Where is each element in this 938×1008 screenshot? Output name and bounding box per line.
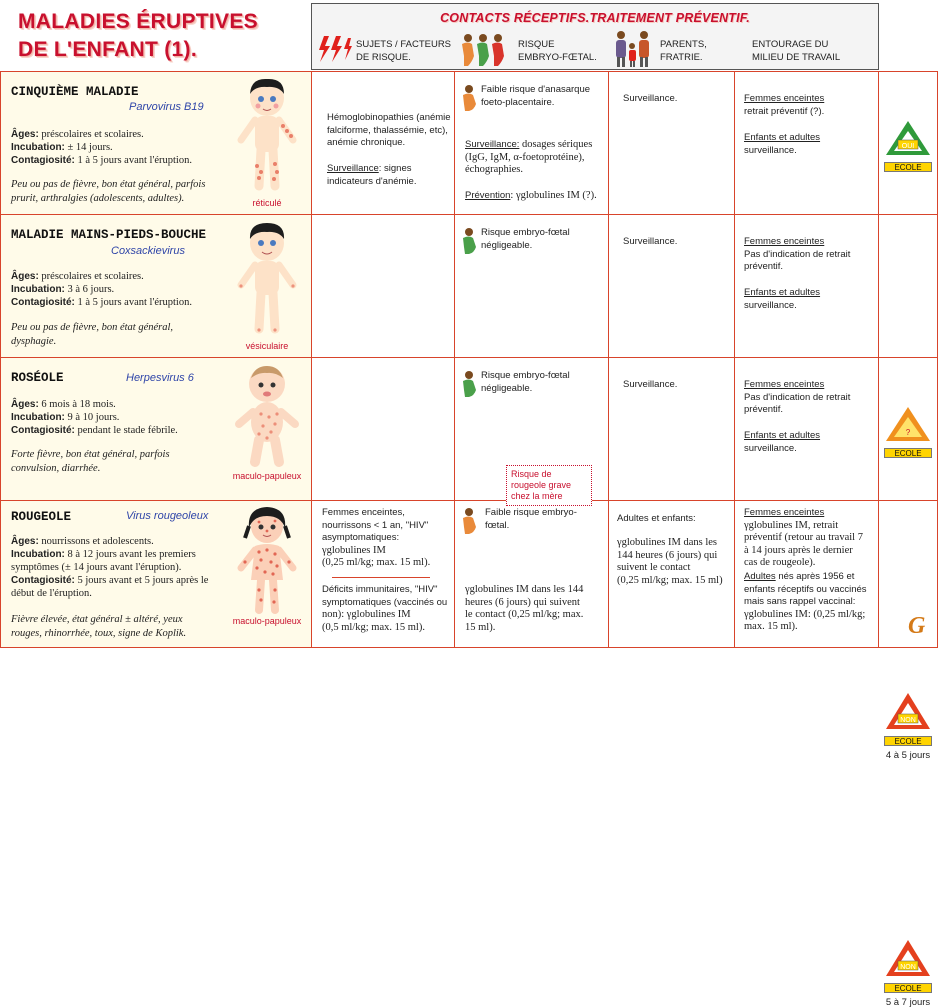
parents-text: Surveillance. (623, 236, 678, 247)
emb-line: Risque embryo-fœtal (481, 227, 570, 238)
surveillance-label: Surveillance (327, 163, 379, 174)
entourage-women (744, 379, 850, 417)
emb-line: foeto-placentaire. (481, 96, 555, 108)
disease-table (0, 71, 938, 1008)
info-label: Contagiosité: (11, 297, 75, 308)
rash-type-label: réticulé (252, 198, 282, 208)
info-label: Incubation: (11, 284, 65, 295)
school-label: ECOLE (884, 983, 932, 993)
embryo-risk-cell (455, 215, 609, 358)
surveillance-label: Surveillance: (465, 139, 520, 150)
info-label: Âges: (11, 129, 39, 140)
entourage-adults (744, 571, 867, 634)
adults-text: γglobulines IM: (0,25 ml/kg; (744, 608, 866, 620)
prevention-label: Prévention (465, 190, 511, 201)
pregnant-woman-icon (459, 84, 479, 112)
embryo-risk-text (481, 227, 570, 252)
header-risk-line2: DE RISQUE. (356, 52, 411, 63)
info-label: Incubation: (11, 412, 65, 423)
women-label: Femmes enceintes (744, 379, 825, 390)
info-label: Âges: (11, 271, 39, 282)
triangle-yes-sign-icon (884, 119, 932, 157)
surveillance-text: : signes (378, 163, 412, 174)
info-text: symptômes (± 14 jours avant l'éruption). (11, 562, 182, 573)
info-text: 3 à 6 jours. (64, 284, 115, 295)
risk-line: non): γglobulines IM (322, 609, 411, 620)
school-verdict: OUI (901, 143, 915, 150)
table-row (0, 71, 938, 215)
school-sign (882, 119, 934, 172)
parents-cell (609, 215, 735, 358)
info-text: ± 14 jours. (64, 142, 113, 153)
risk-text-b (322, 584, 447, 634)
risk-text (322, 507, 430, 570)
info-label: Âges: (11, 399, 39, 410)
adults-label: Enfants et adultes (744, 430, 821, 441)
rash-type-label: maculo-papuleux (232, 471, 302, 481)
disease-note (11, 178, 205, 205)
women-label: Femmes enceintes (744, 507, 825, 518)
child-rash-illustration (231, 504, 303, 616)
parents-cell (609, 501, 735, 648)
info-text: nourrissons et adolescents. (38, 536, 154, 547)
risk-cell (312, 215, 455, 358)
women-text: à 14 jours après le dernier (744, 544, 853, 556)
risk-line: asymptomatiques: (322, 532, 400, 543)
note-line: Peu ou pas de fièvre, bon état général, parfois (11, 179, 206, 190)
info-text: pendant le stade fébrile. (74, 425, 178, 436)
embryo-risk-text (481, 84, 590, 109)
women-text: Pas d'indication de retrait (744, 391, 851, 403)
info-label: Âges: (11, 536, 39, 547)
contacts-header (311, 3, 879, 70)
school-cell (879, 358, 938, 501)
adults-text: mais sans rappel vaccinal: (744, 596, 856, 607)
risk-cell (312, 501, 455, 648)
parents-text: Adultes et enfants: (617, 513, 696, 524)
info-text: 6 mois à 18 mois. (38, 399, 116, 410)
risk-line: Hémoglobinopathies (anémie (327, 112, 451, 123)
risk-line: symptomatiques (vaccinés ou (322, 596, 448, 608)
disease-name: CINQUIÈME MALADIE (11, 85, 139, 99)
triangle-no-sign-icon (884, 938, 932, 978)
school-verdict: NON (900, 964, 916, 971)
women-text: Pas d'indication de retrait (744, 248, 851, 260)
embryo-gamma-text (465, 584, 583, 634)
logo: G (908, 613, 926, 639)
school-label: ECOLE (884, 162, 932, 172)
pregnant-women-icon (458, 32, 508, 68)
disease-cell (0, 358, 312, 501)
virus-name: Coxsackievirus (111, 245, 185, 257)
women-label: Femmes enceintes (744, 93, 825, 104)
women-text: retrait préventif (?). (744, 105, 825, 117)
women-text: cas de rougeole). (744, 557, 816, 568)
school-sign (882, 938, 934, 1008)
adults-text: max. 15 ml). (744, 621, 798, 632)
women-text: préventif (retour au travail 7 (744, 532, 863, 543)
info-text: 8 à 12 jours avant les premiers (64, 549, 196, 560)
risk-line: anémie chronique. (327, 137, 406, 148)
embryo-risk-text (485, 507, 577, 532)
info-label: Contagiosité: (11, 425, 75, 436)
entourage-women (744, 236, 850, 274)
note-line: prurit, arthralgies (adolescents, adultes). (11, 192, 185, 204)
note-line: dysphagie. (11, 335, 57, 347)
rash-type-label: maculo-papuleux (232, 616, 302, 626)
note-line: Forte fièvre, bon état général, parfois (11, 449, 170, 460)
emb-line: négligeable. (481, 239, 533, 251)
header-col-entourage (752, 38, 840, 64)
women-label: Femmes enceintes (744, 236, 825, 247)
adults-text: enfants réceptifs ou vaccinés (744, 583, 867, 595)
disease-cell (0, 215, 312, 358)
info-text: préscolaires et scolaires. (38, 129, 144, 140)
disease-name: ROSÉOLE (11, 371, 64, 385)
disease-info (11, 535, 208, 600)
prevention-text: : γglobulines IM (?). (510, 190, 597, 201)
school-label: ECOLE (884, 448, 932, 458)
women-text: préventif. (744, 261, 784, 272)
entourage-women (744, 507, 863, 570)
info-text: 9 à 10 jours. (64, 412, 120, 423)
adults-label: Adultes (744, 571, 776, 582)
parents-text: Surveillance. (623, 93, 678, 104)
header-col-emb (518, 38, 597, 64)
embryo-prevention (465, 190, 597, 203)
risk-text (327, 112, 451, 150)
baby-rash-illustration (231, 362, 303, 472)
info-text: début de l'éruption. (11, 588, 92, 599)
parents-line: (0,25 ml/kg; max. 15 ml) (617, 574, 723, 586)
info-label: Incubation: (11, 142, 65, 153)
exclusion-duration: 5 à 7 jours (885, 997, 931, 1008)
info-text: 5 jours avant et 5 jours après le (74, 575, 209, 586)
info-label: Contagiosité: (11, 155, 75, 166)
header-emb-line2: EMBRYO-FŒTAL. (518, 52, 597, 63)
child-rash-illustration (231, 219, 303, 339)
women-text: γglobulines IM, retrait (744, 519, 839, 531)
emb-line: Risque embryo-fœtal (481, 370, 570, 381)
disease-info (11, 128, 192, 167)
lightning-icon (316, 34, 352, 64)
emb-line: négligeable. (481, 382, 533, 394)
note-line: rouges, rhinorrhée, toux, signe de Koplik. (11, 627, 187, 639)
parents-text: Surveillance. (623, 379, 678, 390)
entourage-adults (744, 287, 820, 312)
info-label: Incubation: (11, 549, 65, 560)
info-text: 1 à 5 jours avant l'éruption. (74, 155, 192, 166)
triangle-no-sign-icon (884, 691, 932, 731)
note-line: Fièvre élevée, état général ± altéré, yeux (11, 614, 183, 625)
parents-cell (609, 358, 735, 501)
school-verdict: ? (905, 428, 911, 437)
school-sign (882, 691, 934, 761)
emb-line: heures (6 jours) qui suivent (465, 596, 580, 608)
exclusion-duration: 4 à 5 jours (885, 750, 931, 761)
risk-line: (0,5 ml/kg; max. 15 ml). (322, 621, 425, 633)
embryo-risk-text (481, 370, 570, 395)
info-text: 1 à 5 jours avant l'éruption. (74, 297, 192, 308)
virus-name: Virus rougeoleux (126, 510, 209, 522)
page-title-line-2: DE L'ENFANT (1). (18, 38, 197, 61)
women-text: préventif. (744, 404, 784, 415)
header-col-risk (356, 38, 451, 64)
parents-line: γglobulines IM dans les (617, 537, 718, 548)
title-block (0, 0, 312, 72)
emb-line: 15 ml). (465, 621, 496, 633)
adults-text: nés après 1956 et (775, 571, 855, 582)
adults-label: Enfants et adultes (744, 287, 821, 298)
adults-text: surveillance. (744, 442, 797, 454)
risk-line: (0,25 ml/kg; max. 15 ml). (322, 557, 431, 568)
risk-line: falciforme, thalassémie, etc), (327, 124, 448, 136)
contacts-title: CONTACTS RÉCEPTIFS.TRAITEMENT PRÉVENTIF. (440, 11, 750, 25)
surveillance-text: échographies. (465, 164, 524, 175)
note-line: convulsion, diarrhée. (11, 462, 101, 474)
risk-line: nourrissons < 1 an, "HIV" (322, 519, 429, 531)
pregnant-woman-icon (459, 227, 479, 255)
entourage-cell (735, 501, 879, 648)
emb-line: le contact (0,25 ml/kg; max. (465, 609, 584, 620)
pregnant-woman-icon (459, 370, 479, 398)
risk-surveillance (327, 163, 416, 188)
risk-line: Déficits immunitaires, "HIV" (322, 584, 438, 595)
info-text: préscolaires et scolaires. (38, 271, 144, 282)
virus-name: Parvovirus B19 (129, 101, 204, 113)
school-cell (879, 215, 938, 358)
entourage-cell (735, 358, 879, 501)
entourage-cell (735, 71, 879, 215)
adults-label: Enfants et adultes (744, 132, 821, 143)
emb-line: Faible risque d'anasarque (481, 84, 591, 95)
embryo-surveillance (465, 139, 592, 177)
parents-cell (609, 71, 735, 215)
surveillance-text: indicateurs d'anémie. (327, 175, 417, 187)
virus-name: Herpesvirus 6 (126, 372, 194, 384)
child-rash-illustration (231, 76, 303, 196)
pregnant-woman-icon (459, 507, 479, 535)
disease-cell (0, 501, 312, 648)
disease-note (11, 448, 170, 475)
adults-text: surveillance. (744, 299, 797, 311)
surveillance-text: (IgG, IgM, α-foetoprotéine), (465, 151, 585, 163)
disease-note (11, 321, 173, 348)
school-verdict: NON (900, 717, 916, 724)
header-par-line1: PARENTS, (660, 39, 707, 50)
header-risk-line1: SUJETS / FACTEURS (356, 39, 452, 50)
emb-line: fœtal. (485, 519, 510, 531)
info-label: Contagiosité: (11, 575, 75, 586)
header-emb-line1: RISQUE (518, 39, 555, 50)
entourage-women (744, 93, 824, 118)
surveillance-text: dosages sériques (519, 139, 593, 150)
page-title-line-1: MALADIES ÉRUPTIVES (18, 10, 258, 33)
disease-name: ROUGEOLE (11, 510, 72, 524)
divider (332, 577, 430, 578)
disease-info (11, 270, 192, 309)
maternal-risk-warning: Risque de rougeole grave chez la mère (506, 465, 592, 506)
risk-line: Femmes enceintes, (322, 507, 405, 518)
disease-cell (0, 71, 312, 215)
rash-type-label: vésiculaire (245, 341, 289, 351)
note-line: Peu ou pas de fièvre, bon état général, (11, 322, 174, 333)
entourage-cell (735, 215, 879, 358)
disease-info (11, 398, 178, 437)
risk-cell (312, 71, 455, 215)
embryo-risk-cell (455, 71, 609, 215)
school-label: ECOLE (884, 736, 932, 746)
header-ent-line2: MILIEU DE TRAVAIL (752, 52, 841, 63)
embryo-risk-cell (455, 501, 609, 648)
header-ent-line1: ENTOURAGE DU (752, 39, 829, 50)
parents-line: suivent le contact (617, 562, 691, 573)
header-par-line2: FRATRIE. (660, 52, 703, 63)
risk-line: γglobulines IM (322, 544, 386, 556)
entourage-adults (744, 132, 820, 157)
parents-gamma-text (617, 537, 723, 587)
emb-line: Faible risque embryo- (485, 507, 577, 518)
family-icon (612, 30, 654, 68)
adults-text: surveillance. (744, 144, 797, 156)
disease-name: MALADIE MAINS-PIEDS-BOUCHE (11, 228, 207, 242)
entourage-adults (744, 430, 820, 455)
header-col-parents (660, 38, 707, 64)
emb-line: γglobulines IM dans les 144 (465, 584, 584, 595)
risk-cell (312, 358, 455, 501)
disease-note (11, 613, 186, 640)
parents-line: 144 heures (6 jours) qui (617, 549, 718, 561)
